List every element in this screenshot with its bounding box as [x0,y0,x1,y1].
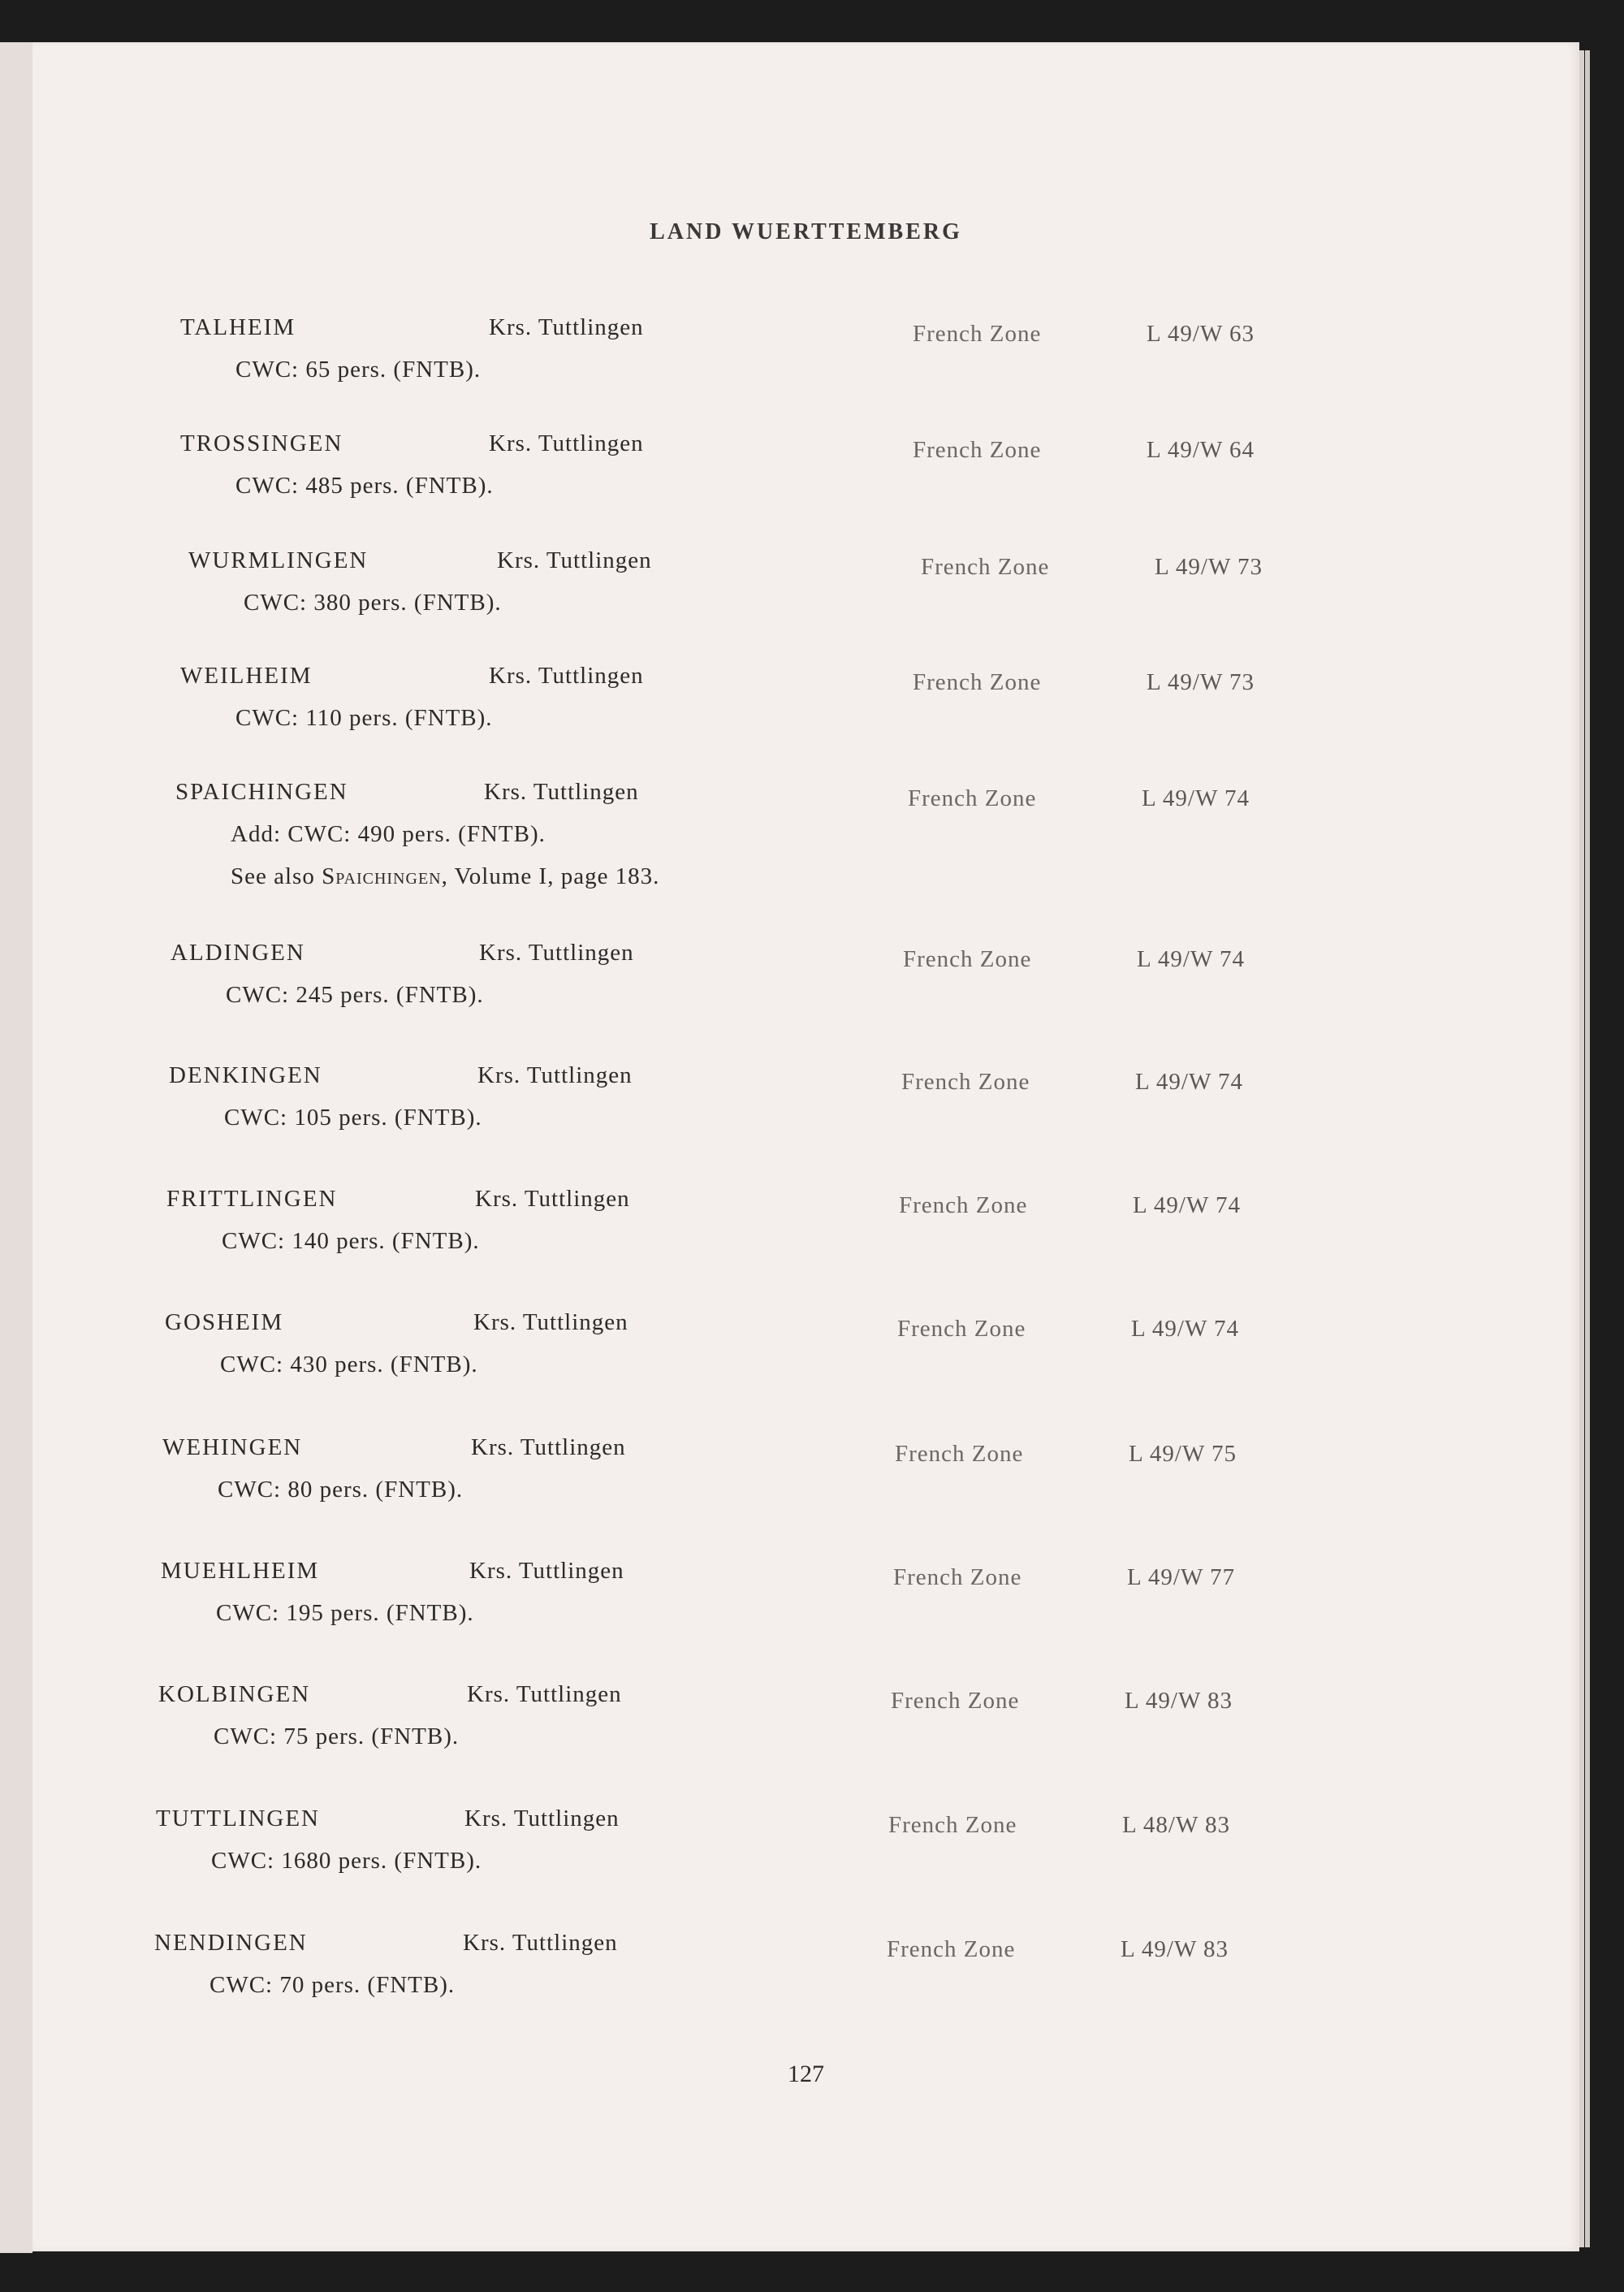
entry-nendingen [154,1930,1421,2043]
entry-detail: CWC: 485 pers. (FNTB). [235,473,494,499]
district: Krs. Tuttlingen [471,1434,626,1460]
district: Krs. Tuttlingen [464,1805,620,1831]
grid-reference: L 49/W 74 [1137,946,1246,972]
grid-reference: L 49/W 74 [1131,1316,1240,1342]
entry-detail: CWC: 70 pers. (FNTB). [209,1972,456,1998]
place-name: ALDINGEN [171,940,305,966]
grid-reference: L 49/W 73 [1147,669,1255,695]
place-name: SPAICHINGEN [175,779,348,805]
zone: French Zone [913,669,1042,695]
place-name: FRITTLINGEN [166,1186,338,1212]
grid-reference: L 49/W 73 [1155,554,1263,580]
grid-reference: L 49/W 77 [1127,1564,1236,1590]
district: Krs. Tuttlingen [463,1930,618,1956]
entry-tuttlingen [156,1805,1423,1919]
place-name: MUEHLHEIM [161,1558,320,1584]
entry-detail: CWC: 140 pers. (FNTB). [222,1228,480,1254]
entry-muehlheim [161,1558,1427,1671]
grid-reference: L 49/W 63 [1147,321,1255,347]
entry-detail: CWC: 75 pers. (FNTB). [214,1723,460,1749]
zone: French Zone [908,785,1037,811]
place-name: GOSHEIM [165,1309,284,1335]
grid-reference: L 49/W 74 [1135,1069,1244,1095]
entry-wehingen [162,1434,1429,1548]
entry-kolbingen [158,1681,1425,1795]
grid-reference: L 49/W 74 [1133,1192,1242,1218]
place-name: TALHEIM [180,314,296,340]
district: Krs. Tuttlingen [489,314,644,340]
zone: French Zone [893,1564,1022,1590]
zone: French Zone [895,1441,1024,1467]
grid-reference: L 49/W 75 [1129,1441,1237,1467]
entry-detail: CWC: 1680 pers. (FNTB). [211,1848,482,1874]
entry-talheim [180,314,1447,428]
place-name: TROSSINGEN [180,430,343,456]
zone: French Zone [913,321,1042,347]
zone: French Zone [903,946,1032,972]
place-name: WURMLINGEN [188,547,369,573]
grid-reference: L 49/W 83 [1121,1936,1229,1962]
entry-weilheim [180,663,1447,776]
grid-reference: L 49/W 74 [1142,785,1250,811]
entry-wurmlingen [188,547,1455,661]
place-name: NENDINGEN [154,1930,308,1956]
zone: French Zone [921,554,1050,580]
entry-spaichingen [175,779,1442,893]
entry-aldingen [171,940,1437,1053]
district: Krs. Tuttlingen [477,1062,633,1088]
entry-detail: Add: CWC: 490 pers. (FNTB). [231,821,546,847]
zone: French Zone [891,1688,1020,1714]
district: Krs. Tuttlingen [489,663,644,689]
zone: French Zone [899,1192,1028,1218]
entry-detail: CWC: 380 pers. (FNTB). [244,590,502,616]
entry-denkingen [169,1062,1436,1176]
zone: French Zone [897,1316,1026,1342]
cross-reference-prefix: See also [231,863,315,889]
grid-reference: L 49/W 83 [1125,1688,1233,1714]
cross-reference [231,863,659,890]
grid-reference: L 48/W 83 [1122,1812,1231,1838]
entry-detail: CWC: 65 pers. (FNTB). [235,357,482,383]
place-name: WEHINGEN [162,1434,303,1460]
entry-frittlingen [166,1186,1433,1300]
entry-detail: CWC: 110 pers. (FNTB). [235,705,493,731]
entry-detail: CWC: 245 pers. (FNTB). [226,982,484,1008]
entry-detail: CWC: 105 pers. (FNTB). [224,1105,482,1131]
entry-detail: CWC: 430 pers. (FNTB). [220,1351,478,1377]
entry-trossingen [180,430,1447,544]
zone: French Zone [901,1069,1030,1095]
district: Krs. Tuttlingen [497,547,652,573]
district: Krs. Tuttlingen [467,1681,622,1707]
page-number: 127 [788,2061,824,2087]
district: Krs. Tuttlingen [489,430,644,456]
place-name: DENKINGEN [169,1062,322,1088]
district: Krs. Tuttlingen [479,940,634,966]
district: Krs. Tuttlingen [473,1309,628,1335]
place-name: KOLBINGEN [158,1681,311,1707]
district: Krs. Tuttlingen [475,1186,630,1212]
place-name: WEILHEIM [180,663,313,689]
zone: French Zone [913,437,1042,463]
zone: French Zone [888,1812,1017,1838]
cross-reference-suffix: Volume I, page 183. [454,863,660,889]
entry-detail: CWC: 80 pers. (FNTB). [218,1477,464,1503]
grid-reference: L 49/W 64 [1147,437,1255,463]
entry-gosheim [165,1309,1432,1423]
cross-reference-place: Spaichingen, [322,863,448,889]
document-page [32,42,1579,2251]
place-name: TUTTLINGEN [156,1805,321,1831]
entry-detail: CWC: 195 pers. (FNTB). [216,1600,474,1626]
zone: French Zone [887,1936,1016,1962]
district: Krs. Tuttlingen [484,779,639,805]
page-edge [1585,50,1590,2247]
district: Krs. Tuttlingen [469,1558,624,1584]
page-header: LAND WUERTTEMBERG [650,219,962,244]
facing-page-edge [0,42,32,2253]
page-edge [1579,50,1584,2247]
